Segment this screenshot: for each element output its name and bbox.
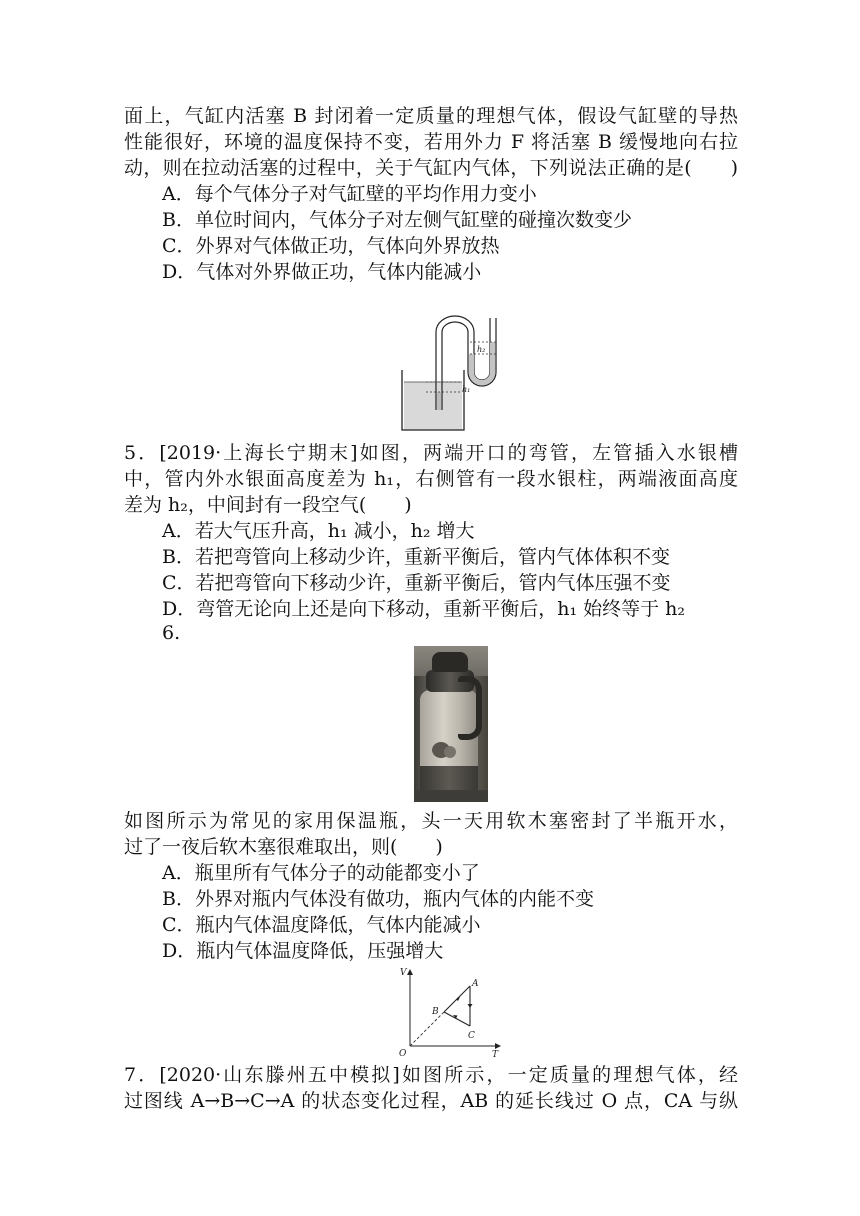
axis-v-label: V <box>400 968 407 978</box>
label-h1: h₁ <box>462 385 471 394</box>
q6-stem-line-2: 过了一夜后软木塞很难取出，则( ) <box>124 836 443 858</box>
q5-stem-line-3: 差为 h₂，中间封有一段空气( ) <box>124 494 412 516</box>
point-a-label: A <box>472 979 479 989</box>
q6-option-c: C．瓶内气体温度降低，气体内能减小 <box>162 914 481 936</box>
q5-stem-line-1: 5．[2019·上海长宁期末]如图，两端开口的弯管，左管插入水银槽 <box>124 442 738 464</box>
q6-number: 6. <box>162 622 181 644</box>
q7-stem-line-1: 7．[2020·山东滕州五中模拟]如图所示，一定质量的理想气体，经 <box>124 1064 738 1086</box>
q4-stem-line-1: 面上，气缸内活塞 B 封闭着一定质量的理想气体，假设气缸壁的导热 <box>124 105 738 127</box>
q5-option-c: C．若把弯管向下移动少许，重新平衡后，管内气体压强不变 <box>162 572 671 594</box>
point-b-label: B <box>432 1007 439 1017</box>
q4-stem-line-2: 性能很好，环境的温度保持不变，若用外力 F 将活塞 B 缓慢地向右拉 <box>124 131 738 153</box>
q4-option-a: A．每个气体分子对气缸壁的平均作用力变小 <box>162 183 537 205</box>
q5-option-b: B．若把弯管向上移动少许，重新平衡后，管内气体体积不变 <box>162 546 670 568</box>
q4-option-c: C．外界对气体做正功，气体向外界放热 <box>162 235 500 257</box>
q4-stem-line-3: 动，则在拉动活塞的过程中，关于气缸内气体，下列说法正确的是( ) <box>124 157 738 179</box>
q4-option-b: B．单位时间内，气体分子对左侧气缸壁的碰撞次数变少 <box>162 209 632 231</box>
q6-option-a: A．瓶里所有气体分子的动能都变小了 <box>162 862 480 884</box>
q7-stem-line-2: 过图线 A→B→C→A 的状态变化过程，AB 的延长线过 O 点，CA 与纵 <box>124 1090 738 1112</box>
q6-stem-line-1: 如图所示为常见的家用保温瓶，头一天用软木塞密封了半瓶开水， <box>124 810 738 832</box>
q6-option-b: B．外界对瓶内气体没有做功，瓶内气体的内能不变 <box>162 888 594 910</box>
origin-label: O <box>399 1049 407 1058</box>
axis-t-label: T <box>492 1050 499 1058</box>
label-h2: h₂ <box>477 345 486 354</box>
u-tube-diagram <box>398 312 506 434</box>
q5-option-d: D．弯管无论向上还是向下移动，重新平衡后，h₁ 始终等于 h₂ <box>162 598 686 620</box>
q5-option-a: A．若大气压升高，h₁ 减小，h₂ 增大 <box>162 520 475 542</box>
q4-option-d: D．气体对外界做正功，气体内能减小 <box>162 261 482 283</box>
q5-stem-line-2: 中，管内外水银面高度差为 h₁，右侧管有一段水银柱，两端液面高度 <box>124 468 738 490</box>
q6-option-d: D．瓶内气体温度降低，压强增大 <box>162 940 444 962</box>
v-t-diagram <box>396 964 508 1058</box>
thermos-bottle-photo <box>414 646 488 802</box>
point-c-label: C <box>468 1031 475 1041</box>
